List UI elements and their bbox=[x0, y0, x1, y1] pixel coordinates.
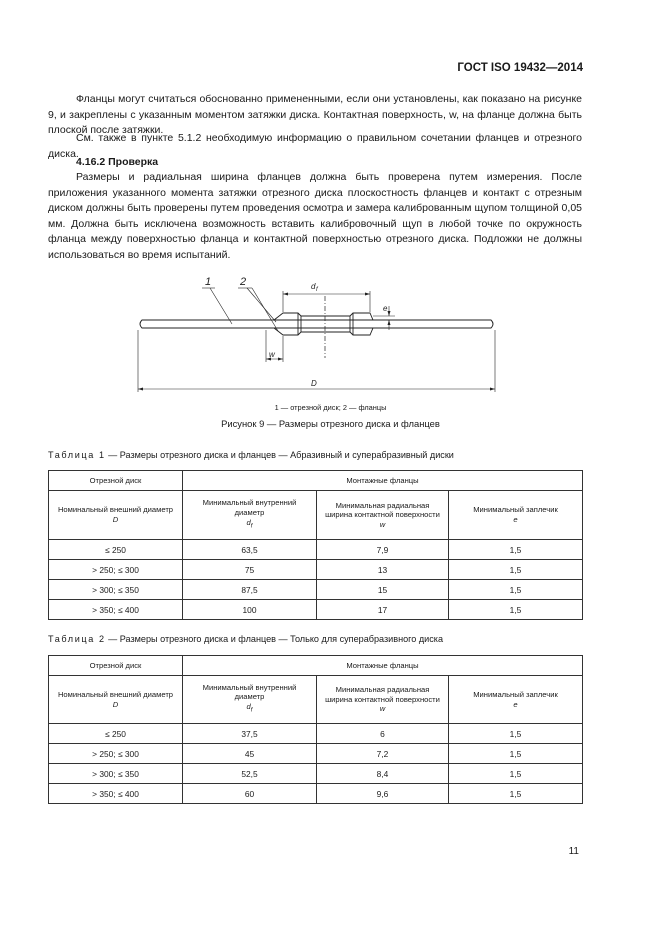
table2-caption: — Размеры отрезного диска и фланцев — Только для суперабразивного диска bbox=[105, 634, 444, 644]
table-row: > 250; ≤ 300 45 7,2 1,5 bbox=[49, 744, 583, 764]
table1-title bbox=[48, 450, 454, 460]
table2-col-outer-diameter: Номинальный внешний диаметр D bbox=[49, 676, 183, 724]
table-row: > 350; ≤ 400 60 9,6 1,5 bbox=[49, 784, 583, 804]
label-df-sub: f bbox=[316, 287, 318, 293]
table2-col-contact-width: Минимальная радиальная ширина контактной поверхности w bbox=[317, 676, 449, 724]
paragraph-see-also: См. также в пункте 5.1.2 необходимую информацию о правильном сочетании фланцев и отрезного диска. bbox=[48, 132, 582, 160]
table2-col-inner-diameter: Минимальный внутренний диаметр $d_f$ bbox=[183, 676, 317, 724]
table1-label: Таблица 1 bbox=[48, 450, 106, 460]
flange-lower bbox=[266, 328, 390, 335]
table2-group-flanges: Монтажные фланцы bbox=[183, 656, 583, 676]
table1-col-inner-diameter: Минимальный внутренний диаметр $d_f$ bbox=[183, 491, 317, 540]
document-header: ГОСТ ISO 19432—2014 bbox=[457, 62, 583, 74]
table-row: > 250; ≤ 300 75 13 1,5 bbox=[49, 560, 583, 580]
table2-label: Таблица 2 bbox=[48, 634, 106, 644]
label-D: D bbox=[311, 379, 317, 388]
label-1: 1 bbox=[205, 276, 212, 288]
table1-col-outer-diameter: Номинальный внешний диаметр D bbox=[49, 491, 183, 540]
table-row: > 300; ≤ 350 52,5 8,4 1,5 bbox=[49, 764, 583, 784]
table-row: > 350; ≤ 400 100 17 1,5 bbox=[49, 600, 583, 620]
table1-group-disc: Отрезной диск bbox=[49, 471, 183, 491]
label-2: 2 bbox=[240, 276, 247, 288]
figure-caption: Рисунок 9 — Размеры отрезного диска и фланцев bbox=[221, 418, 440, 429]
table1-col-contact-width: Минимальная радиальная ширина контактной поверхности w bbox=[317, 491, 449, 540]
table2-group-disc: Отрезной диск bbox=[49, 656, 183, 676]
flange-upper bbox=[266, 313, 390, 320]
paragraph-flanges: Фланцы могут считаться обоснованно примененными, если они установлены, как показано на рисунке 9, и закреплены с указанным моментом затяжки диска. Контактная поверхность, w, на фланце должна быть плоской после затяжки. bbox=[48, 93, 582, 137]
disc-shape bbox=[140, 320, 493, 328]
table1-group-flanges: Монтажные фланцы bbox=[183, 471, 583, 491]
figure-disc-flanges bbox=[0, 268, 661, 398]
table-row: ≤ 250 63,5 7,9 1,5 bbox=[49, 540, 583, 560]
label-w: w bbox=[269, 350, 275, 359]
label-df: d bbox=[311, 282, 316, 291]
table1-col-shoulder: Минимальный заплечик e bbox=[449, 491, 583, 540]
table1-caption: — Размеры отрезного диска и фланцев — Абразивный и суперабразивный диски bbox=[105, 450, 454, 460]
table1 bbox=[48, 470, 583, 620]
table2-title bbox=[48, 634, 443, 644]
table-row: > 300; ≤ 350 87,5 15 1,5 bbox=[49, 580, 583, 600]
table2 bbox=[48, 655, 583, 804]
label-e: e bbox=[383, 304, 388, 313]
table-row: ≤ 250 37,5 6 1,5 bbox=[49, 724, 583, 744]
table2-col-shoulder: Минимальный заплечик e bbox=[449, 676, 583, 724]
section-title: 4.16.2 Проверка bbox=[76, 156, 159, 168]
paragraph-check: Размеры и радиальная ширина фланцев должна быть проверена путем измерения. После приложения указанного момента затяжки отрезного диска плоскостность фланцев и контакт с отрезным диском должны быть проверены путем проведения осмотра и замера калиброванным щупом толщиной 0,05 мм. Должна быть исключена возможность вставить калибровочный щуп в любой точке по окружность фланца между поверхностью фланца и контактной поверхностью отрезного диска. Подложки не должны использоваться во время испытаний. bbox=[48, 171, 582, 261]
page-number: 11 bbox=[568, 846, 579, 857]
figure-legend: 1 — отрезной диск; 2 — фланцы bbox=[274, 403, 387, 412]
